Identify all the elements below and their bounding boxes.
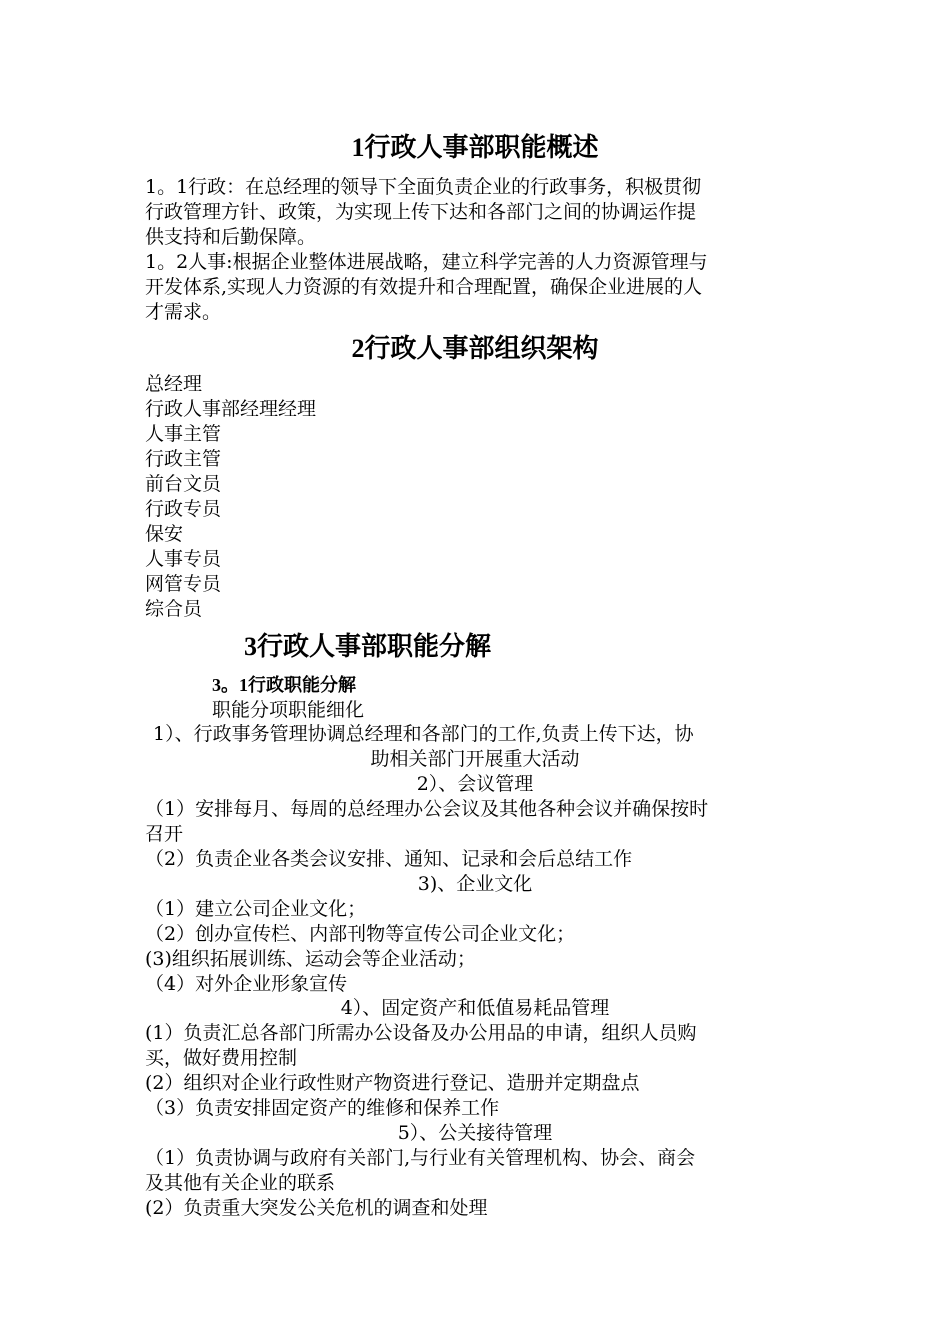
org-item: 前台文员 — [145, 473, 222, 495]
para-hr-line1: 1。2人事:根据企业整体进展战略，建立科学完善的人力资源管理与 — [145, 251, 708, 273]
item-3-b: （2）创办宣传栏、内部刊物等宣传公司企业文化； — [145, 923, 576, 945]
item-5-heading: 5）、公关接待管理 — [397, 1122, 553, 1144]
subsection-3-1-title: 3。1行政职能分解 — [212, 675, 356, 695]
section-3-title: 3行政人事部职能分解 — [244, 632, 492, 661]
item-4-b: (2）组织对企业行政性财产物资进行登记、造册并定期盘点 — [145, 1072, 640, 1094]
para-admin-line3: 供支持和后勤保障。 — [145, 226, 317, 248]
org-item: 网管专员 — [145, 573, 222, 595]
org-item: 行政主管 — [145, 448, 222, 470]
para-admin-line1: 1。1行政：在总经理的领导下全面负责企业的行政事务，积极贯彻 — [145, 176, 702, 198]
para-hr-line3: 才需求。 — [145, 301, 222, 323]
item-1-line2: 助相关部门开展重大活动 — [370, 748, 580, 770]
table-header: 职能分项职能细化 — [212, 699, 365, 721]
item-2-heading: 2）、会议管理 — [416, 773, 534, 795]
para-hr-line2: 开发体系,实现人力资源的有效提升和合理配置，确保企业进展的人 — [145, 276, 703, 298]
item-4-a-line2: 买，做好费用控制 — [145, 1047, 298, 1069]
item-5-b: (2）负责重大突发公关危机的调查和处理 — [145, 1197, 488, 1219]
org-item: 人事专员 — [145, 548, 222, 570]
item-2-a-line2: 召开 — [145, 823, 184, 845]
org-item: 保安 — [145, 523, 184, 545]
item-4-heading: 4）、固定资产和低值易耗品管理 — [340, 997, 610, 1019]
org-item: 综合员 — [145, 598, 203, 620]
item-4-c: （3）负责安排固定资产的维修和保养工作 — [145, 1097, 500, 1119]
item-3-a: （1）建立公司企业文化； — [145, 898, 367, 920]
item-5-a-line2: 及其他有关企业的联系 — [145, 1172, 336, 1194]
org-item: 行政人事部经理经理 — [145, 398, 317, 420]
section-2-title: 2行政人事部组织架构 — [351, 334, 599, 363]
org-item: 行政专员 — [145, 498, 222, 520]
item-3-d: （4）对外企业形象宣传 — [145, 973, 348, 995]
org-item: 总经理 — [145, 373, 203, 395]
org-chart-list — [145, 372, 316, 622]
org-item: 人事主管 — [145, 423, 222, 445]
item-5-a-line1: （1）负责协调与政府有关部门,与行业有关管理机构、协会、商会 — [145, 1147, 696, 1169]
item-1-line1: 1）、行政事务管理协调总经理和各部门的工作,负责上传下达，协 — [153, 723, 694, 745]
para-admin-line2: 行政管理方针、政策，为实现上传下达和各部门之间的协调运作提 — [145, 201, 697, 223]
item-4-a-line1: (1）负责汇总各部门所需办公设备及办公用品的申请，组织人员购 — [145, 1022, 697, 1044]
item-2-a-line1: （1）安排每月、每周的总经理办公会议及其他各种会议并确保按时 — [145, 798, 709, 820]
item-2-b: （2）负责企业各类会议安排、通知、记录和会后总结工作 — [145, 848, 633, 870]
item-3-heading: 3)、企业文化 — [417, 873, 533, 895]
section-1-title: 1行政人事部职能概述 — [351, 133, 599, 162]
item-3-c: (3)组织拓展训练、运动会等企业活动； — [145, 948, 476, 970]
